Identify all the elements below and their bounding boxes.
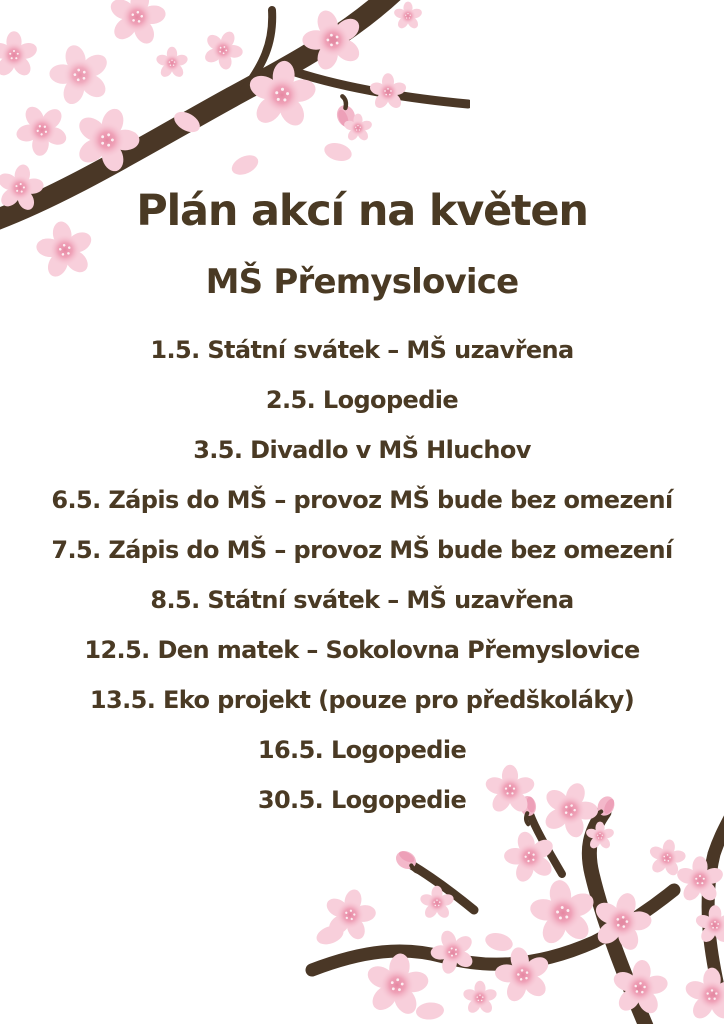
event-item: 30.5. Logopedie	[257, 786, 467, 814]
event-item: 1.5. Státní svátek – MŠ uzavřena	[150, 336, 574, 364]
event-item: 8.5. Státní svátek – MŠ uzavřena	[150, 586, 574, 614]
event-item: 7.5. Zápis do MŠ – provoz MŠ bude bez omezení	[51, 536, 673, 564]
page-subtitle: MŠ Přemyslovice	[205, 262, 519, 302]
event-item: 6.5. Zápis do MŠ – provoz MŠ bude bez omezení	[51, 486, 673, 514]
event-item: 12.5. Den matek – Sokolovna Přemyslovice	[84, 636, 640, 664]
page-title: Plán akcí na květen	[136, 186, 588, 236]
event-item: 2.5. Logopedie	[265, 386, 459, 414]
event-item: 3.5. Divadlo v MŠ Hluchov	[193, 436, 531, 464]
event-item: 16.5. Logopedie	[257, 736, 467, 764]
event-list	[0, 336, 724, 836]
event-item: 13.5. Eko projekt (pouze pro předškoláky)	[89, 686, 635, 714]
